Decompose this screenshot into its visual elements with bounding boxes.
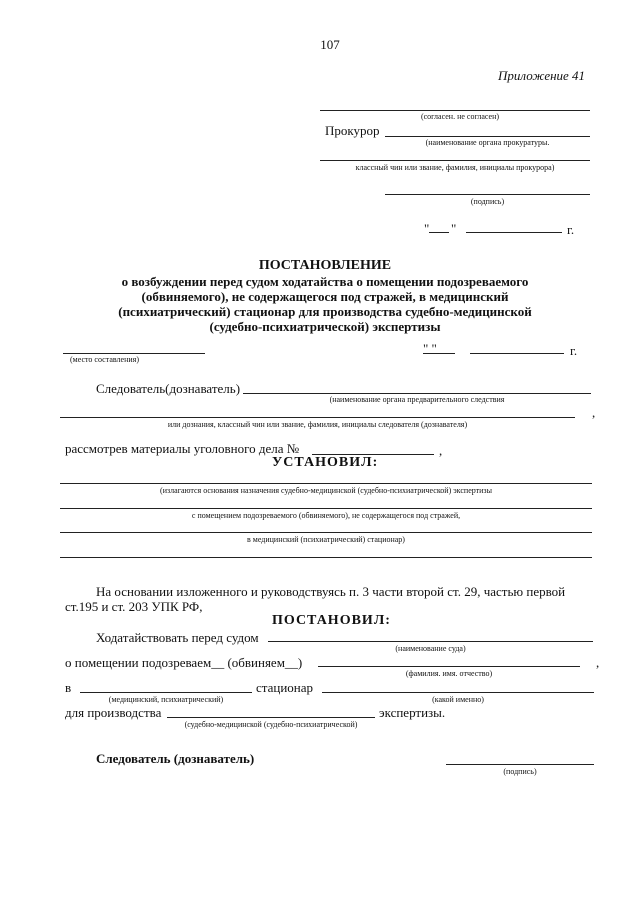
hospital-which-note: (какой именно) [432,695,484,704]
investigator-comma: , [592,405,596,420]
prosecutor-rank-field[interactable] [320,160,590,161]
date-quote-open: " [424,221,430,236]
expertise-note: (судебно-медицинской (судебно-психиатрической) [184,720,358,729]
title-line-4: (судебно-психиатрической) экспертизы [209,319,441,334]
year-suffix: г. [567,222,575,237]
grounds-note-2: с помещением подозреваемого (обвиняемого), не содержащегося под стражей, [191,511,461,520]
placement-comma: , [596,655,600,670]
investigator-org-note: (наименование органа предварительного следствия [329,395,505,404]
place-year-suffix: г. [570,343,578,358]
hospital-label: стационар [256,680,314,695]
in-label: в [65,680,72,695]
petition-label: Ходатайствовать перед судом [96,630,259,645]
placement-label: о помещении подозреваем__ (обвиняем__) [65,655,303,670]
date-day-field[interactable] [429,232,449,233]
hospital-type-field[interactable] [80,692,252,693]
established-heading: УСТАНОВИЛ: [272,455,379,470]
place-field[interactable] [63,353,205,354]
signature-note: (подпись) [470,197,505,206]
basis-line-1: На основании изложенного и руководствуясь п. 3 части второй ст. 29, частью первой [96,584,566,599]
expertise-label: экспертизы. [379,705,446,720]
court-name-field[interactable] [268,641,593,642]
grounds-field-2[interactable] [60,508,592,509]
expertise-type-field[interactable] [167,717,375,718]
decided-heading: ПОСТАНОВИЛ: [272,613,391,628]
grounds-field-1[interactable] [60,483,592,484]
investigator-label: Следователь(дознаватель) [96,381,241,396]
date-quote-close: " [451,221,457,236]
hospital-type-note: (медицинский, психиатрический) [108,695,224,704]
hospital-which-field[interactable] [322,692,594,693]
agree-field[interactable] [320,110,590,111]
place-note: (место составления) [70,355,139,364]
grounds-field-3[interactable] [60,532,592,533]
agree-note: (согласен. не согласен) [420,112,500,121]
prosecutor-org-note: (наименование органа прокуратуры. [425,138,550,147]
investigator-rank-note: или дознания, классный чин или звание, фамилия, инициалы следователя (дознавателя) [167,420,468,429]
title-line-1: о возбуждении перед судом ходатайства о помещении подозреваемого [121,274,529,289]
date-month-field[interactable] [466,232,562,233]
full-name-field[interactable] [318,666,580,667]
title-line-3: (психиатрический) стационар для производства судебно-медицинской [118,304,532,319]
case-comma: , [439,443,443,458]
court-note: (наименование суда) [395,644,466,653]
prosecutor-org-field[interactable] [385,136,590,137]
basis-line-2: ст.195 и ст. 203 УПК РФ, [65,599,203,614]
place-date-month-field[interactable] [470,353,564,354]
investigator-rank-field[interactable] [60,417,575,418]
document-title: ПОСТАНОВЛЕНИЕ [258,258,392,273]
prosecutor-label: Прокурор [325,123,380,138]
grounds-note-3: в медицинский (психиатрический) стационар) [247,535,405,544]
page-number: 107 [320,37,340,52]
title-line-2: (обвиняемого), не содержащегося под стражей, в медицинский [141,289,509,304]
investigator-signature-field[interactable] [446,764,594,765]
investigator-org-field[interactable] [243,393,591,394]
prosecutor-signature-field[interactable] [385,194,590,195]
full-name-note: (фамилия. имя. отчество) [405,669,493,678]
case-considered-label: рассмотрев материалы уголовного дела № [65,441,300,456]
investigator-signature-note: (подпись) [503,767,537,776]
appendix-label: Приложение 41 [498,68,586,83]
signature-label: Следователь (дознаватель) [96,751,255,766]
prosecutor-rank-note: классный чин или звание, фамилия, инициалы прокурора) [355,163,555,172]
place-date-day-field[interactable] [423,353,455,354]
purpose-label: для производства [65,705,162,720]
place-date-quotes: " " [423,341,437,356]
grounds-field-4[interactable] [60,557,592,558]
grounds-note-1: (излагаются основания назначения судебно-медицинской (судебно-психиатрической) экспертизы [160,486,492,495]
